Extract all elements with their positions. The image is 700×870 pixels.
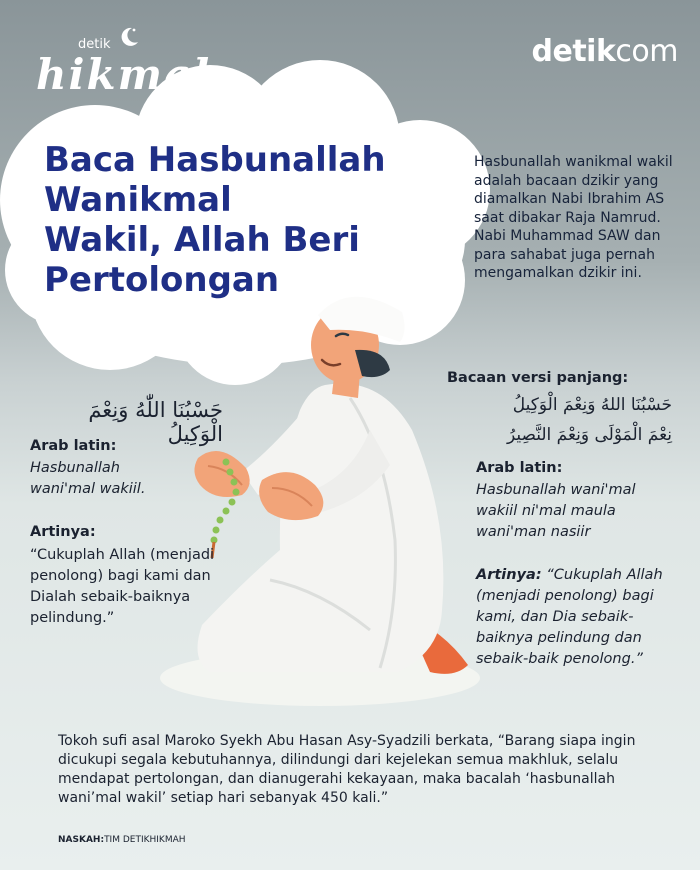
quote-paragraph: Tokoh sufi asal Maroko Syekh Abu Hasan Asy-Syadzili berkata, “Barang siapa ingin dicukupi segala kebutuhannya, dilindungi dari kejelekan semua makhluk, selalu mendapat pertolongan, dan dianugerahi kekayaan, maka bacalah ‘hasbunallah wani’mal wakil’ setiap hari sebanyak 450 kali.” (58, 733, 636, 806)
title-line-3: Wakil, Allah Beri (44, 220, 360, 260)
title-line-1: Baca Hasbunallah (44, 140, 386, 180)
arabic-long-line-1: حَسْبُنَا اللهُ وَنِعْمَ الْوَكِيلُ (512, 395, 672, 415)
short-latin-text: Hasbunallah wani'mal wakiil. (30, 460, 146, 497)
brand-hikmah-logo: hikmah (36, 50, 226, 99)
short-latin-label: Arab latin: (30, 438, 117, 454)
praying-man-illustration (150, 280, 490, 710)
long-meaning-block (476, 565, 686, 670)
detikcom-logo-bold: detik (531, 34, 616, 69)
long-meaning-text: “Cukuplah Allah (menjadi penolong) bagi kami, dan Dia sebaik-baiknya pelindung dan sebaik-baik penolong.” (476, 567, 663, 667)
arabic-short-text: حَسْبُنَا اللّٰهُ وَنِعْمَ الْوَكِيلُ (88, 398, 223, 446)
title-line-2: Wanikmal (44, 180, 232, 220)
arabic-long-line-2: نِعْمَ الْمَوْلَى وَنِعْمَ النَّصِيرُ (506, 425, 672, 445)
long-version-heading: Bacaan versi panjang: (447, 370, 629, 386)
brand-detik-label: detik (78, 37, 111, 52)
long-latin-label: Arab latin: (476, 460, 563, 476)
intro-paragraph: Hasbunallah wanikmal wakil adalah bacaan dzikir yang diamalkan Nabi Ibrahim AS saat dibakar Raja Namrud. Nabi Muhammad SAW dan para sahabat juga pernah mengamalkan dzikir ini. (474, 154, 673, 281)
title-line-4: Pertolongan (44, 260, 280, 300)
page-title (44, 140, 464, 300)
crescent-icon (118, 26, 140, 48)
credit-value: TIM DETIKHIKMAH (104, 835, 186, 845)
arabic-long-text (452, 390, 672, 450)
detikcom-logo (532, 34, 678, 69)
long-meaning-label: Artinya: (476, 567, 542, 583)
short-meaning-label: Artinya: (30, 524, 96, 540)
short-meaning-text: “Cukuplah Allah (menjadi penolong) bagi kami dan Dialah sebaik-baiknya pelindung.” (30, 547, 215, 626)
long-latin-text: Hasbunallah wani'mal wakiil ni'mal maula wani'man nasiir (476, 482, 636, 540)
credit-line (58, 835, 186, 845)
credit-label: NASKAH: (58, 835, 105, 845)
detikcom-logo-thin: com (615, 34, 678, 69)
